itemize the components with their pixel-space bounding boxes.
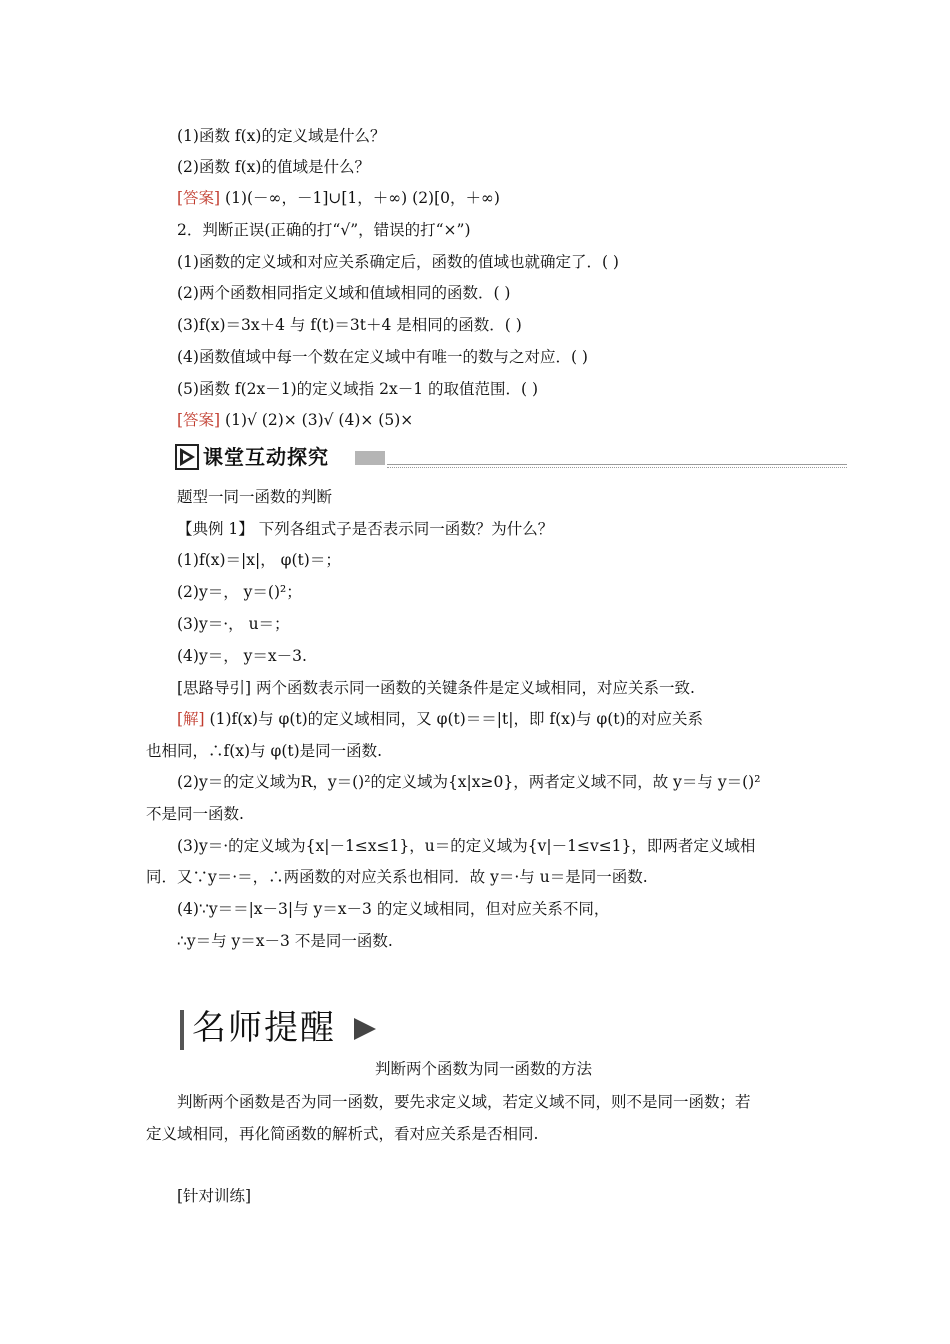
play-arrow-icon [352, 1016, 378, 1042]
type-heading: 题型一同一函数的判断 [177, 488, 333, 506]
solution-1a [177, 708, 703, 730]
section-banner-interactive [175, 444, 847, 470]
solution-2a: (2)y＝的定义域为R，y＝()²的定义域为{x|x≥0}，两者定义域不同，故 y＝与 y＝()² [177, 773, 761, 791]
line-q2: (2)函数 f(x)的值域是什么？ [177, 158, 370, 176]
solution-4a: (4)∵y＝＝|x－3|与 y＝x－3 的定义域相同，但对应关系不同， [177, 900, 610, 918]
judge-5: (5)函数 f(2x－1)的定义域指 2x－1 的取值范围．( ) [177, 380, 539, 398]
play-arrow-icon [175, 444, 199, 470]
solution-3a: (3)y＝·的定义域为{x|－1≤x≤1}，u＝的定义域为{v|－1≤v≤1}，即两者定义域相 [177, 837, 756, 855]
tips-body-1: 判断两个函数是否为同一函数，要先求定义域，若定义域不同，则不是同一函数；若 [177, 1093, 751, 1111]
section-rule-dotted [387, 467, 847, 469]
section-title: 课堂互动探究 [203, 445, 329, 469]
example-item-1: (1)f(x)＝|x|， φ(t)＝； [177, 551, 341, 569]
solution-2b: 不是同一函数. [146, 805, 244, 823]
answer-1 [177, 187, 500, 209]
solution-text: (1)f(x)与 φ(t)的定义域相同，又 φ(t)＝＝|t|，即 f(x)与 φ(t)的对应关系 [204, 710, 704, 728]
judge-2: (2)两个函数相同指定义域和值域相同的函数．( ) [177, 284, 511, 302]
answer-tag: [答案] [177, 411, 221, 429]
solution-tag: [解] [177, 710, 205, 728]
answer-2 [177, 409, 413, 431]
section-rule [387, 464, 847, 465]
judge-4: (4)函数值域中每一个数在定义域中有唯一的数与之对应．( ) [177, 348, 588, 366]
training-label: [针对训练] [177, 1187, 252, 1205]
answer-tag: [答案] [177, 189, 221, 207]
tips-bar [180, 1010, 184, 1050]
example-item-4: (4)y＝， y＝x－3. [177, 647, 307, 665]
solution-4b: ∴y＝与 y＝x－3 不是同一函数. [177, 932, 393, 950]
tips-body-2: 定义域相同，再化简函数的解析式，看对应关系是否相同. [146, 1125, 539, 1143]
solution-1b: 也相同，∴f(x)与 φ(t)是同一函数. [146, 742, 383, 760]
solution-3b: 同．又∵y＝·＝，∴两函数的对应关系也相同．故 y＝·与 u＝是同一函数. [146, 868, 648, 886]
thinking-guide: [思路导引] 两个函数表示同一函数的关键条件是定义域相同，对应关系一致. [177, 679, 695, 697]
answer-text: (1)√ (2)× (3)√ (4)× (5)× [220, 411, 414, 429]
tips-banner [180, 1004, 400, 1052]
example-item-2: (2)y＝， y＝()²； [177, 583, 302, 601]
tips-title: 名师提醒 [192, 1008, 336, 1048]
line-q1: (1)函数 f(x)的定义域是什么？ [177, 127, 386, 145]
line-p2: 2．判断正误(正确的打“√”，错误的打“×”) [177, 221, 471, 239]
section-decor-block [355, 451, 385, 465]
judge-1: (1)函数的定义域和对应关系确定后，函数的值域也就确定了．( ) [177, 253, 619, 271]
tips-subtitle: 判断两个函数为同一函数的方法 [375, 1060, 593, 1078]
example-item-3: (3)y＝·， u＝； [177, 615, 290, 633]
example-1: 【典例 1】 下列各组式子是否表示同一函数？为什么？ [177, 520, 554, 538]
judge-3: (3)f(x)＝3x＋4 与 f(t)＝3t＋4 是相同的函数．( ) [177, 316, 522, 334]
answer-text: (1)(－∞，－1]∪[1，＋∞) (2)[0，＋∞) [220, 189, 500, 207]
